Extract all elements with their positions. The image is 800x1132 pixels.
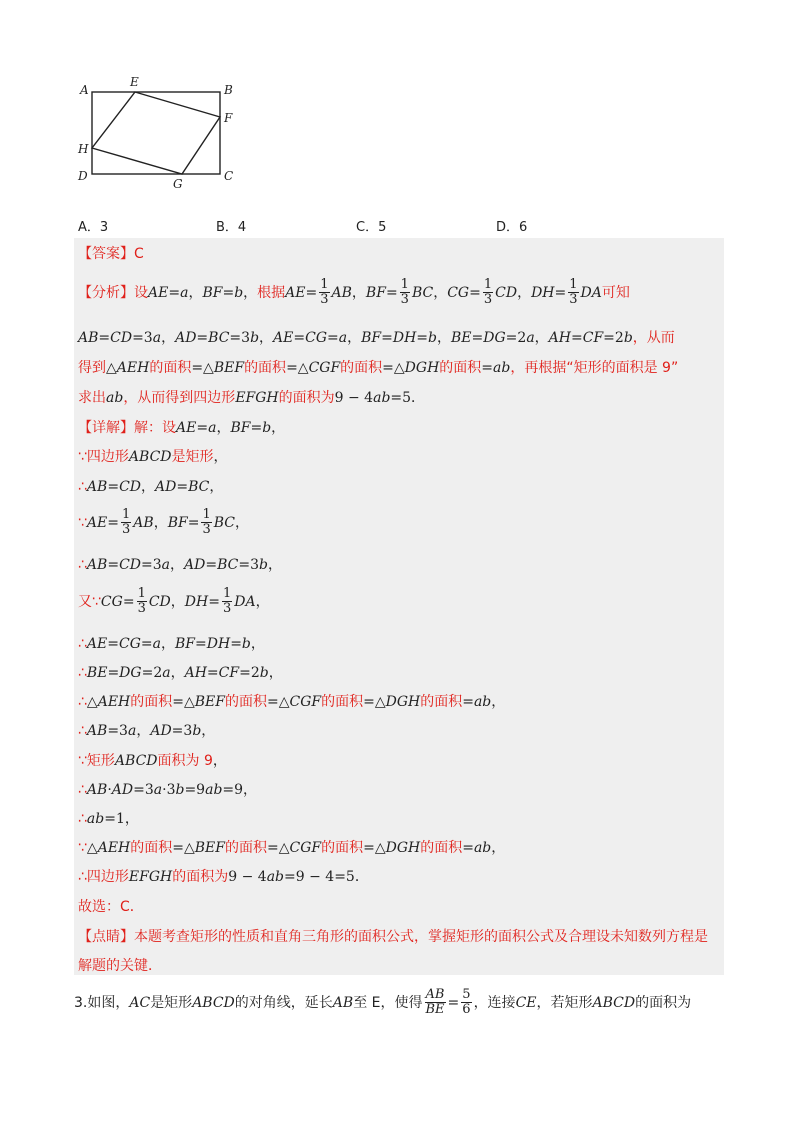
quadrilateral-efgh xyxy=(92,92,220,174)
detail-line-3: ∴AB=CD，AD=BC， xyxy=(78,479,224,495)
choice-a: A．3 xyxy=(78,220,109,235)
detail-line-12: ∴AB·AD=3a·3b=9ab=9， xyxy=(78,782,258,798)
detail-line-2: ∵四边形ABCD是矩形， xyxy=(78,449,228,465)
label-f: F xyxy=(224,111,233,125)
label-d: D xyxy=(78,169,88,183)
detail-line-11: ∵矩形ABCD面积为 9， xyxy=(78,753,227,769)
label-g: G xyxy=(173,177,183,191)
label-a: A xyxy=(80,83,89,97)
detail-line-14: ∵△AEH的面积=△BEF的面积=△CGF的面积=△DGH的面积=ab， xyxy=(78,840,506,856)
analysis-line-4: 求出ab，从而得到四边形EFGH的面积为9 − 4ab=5． xyxy=(78,390,426,406)
answer-line xyxy=(78,243,144,263)
answer-tag: 【答案】 xyxy=(78,246,134,262)
answer-value: C xyxy=(134,246,144,262)
rectangle-figure xyxy=(72,72,252,192)
detail-line-8: ∴BE=DG=2a，AH=CF=2b， xyxy=(78,665,283,681)
detail-line-1: 【详解】解：设AE=a，BF=b， xyxy=(78,420,286,436)
note-line-2: 解题的关键． xyxy=(78,958,162,974)
label-h: H xyxy=(78,142,89,156)
choice-b: B．4 xyxy=(216,220,247,235)
question-3: 3.如图，AC是矩形ABCD的对角线，延长AB至 E，使得 $\frac{AB}{BE}$ = $\frac{5}{6}$ ，连接CE，若矩形ABCD的面积为 xyxy=(74,987,692,1018)
detail-line-4: ∵AE= $\frac{1}{3}$ AB，BF= $\frac{1}{3}$ BC， xyxy=(78,507,249,538)
detail-line-9: ∴△AEH的面积=△BEF的面积=△CGF的面积=△DGH的面积=ab， xyxy=(78,694,506,710)
choice-c: C．5 xyxy=(356,220,387,235)
label-e: E xyxy=(130,75,139,89)
analysis-line-3: 得到△AEH的面积=△BEF的面积=△CGF的面积=△DGH的面积=ab，再根据“矩形的面积是 9” xyxy=(78,360,679,376)
note-line-1: 【点睛】本题考查矩形的性质和直角三角形的面积公式，掌握矩形的面积公式及合理设未知数列方程是 xyxy=(78,929,708,945)
label-c: C xyxy=(224,169,234,183)
label-b: B xyxy=(224,83,233,97)
detail-line-13: ∴ab=1， xyxy=(78,811,139,827)
rectangle-abcd xyxy=(92,92,220,174)
detail-line-15: ∴四边形EFGH的面积为9 − 4ab=9 − 4=5． xyxy=(78,869,369,885)
detail-line-7: ∴AE=CG=a，BF=DH=b， xyxy=(78,636,265,652)
analysis-line-2: AB=CD=3a，AD=BC=3b，AE=CG=a，BF=DH=b，BE=DG=2a，AH=CF=2b，从而 xyxy=(78,330,675,346)
detail-select: 故选：C． xyxy=(78,899,144,915)
analysis-line-1: 【分析】设AE=a，BF=b，根据AE= $\frac{1}{3}$ AB，BF= $\frac{1}{3}$ BC，CG= $\frac{1}{3}$ CD，DH= $\frac{1}{3}$ DA可知 xyxy=(78,277,630,308)
detail-line-10: ∴AB=3a，AD=3b， xyxy=(78,723,216,739)
choice-d: D．6 xyxy=(496,220,528,235)
detail-line-5: ∴AB=CD=3a，AD=BC=3b， xyxy=(78,557,282,573)
detail-line-6: 又∵CG= $\frac{1}{3}$ CD，DH= $\frac{1}{3}$ DA， xyxy=(78,586,270,617)
